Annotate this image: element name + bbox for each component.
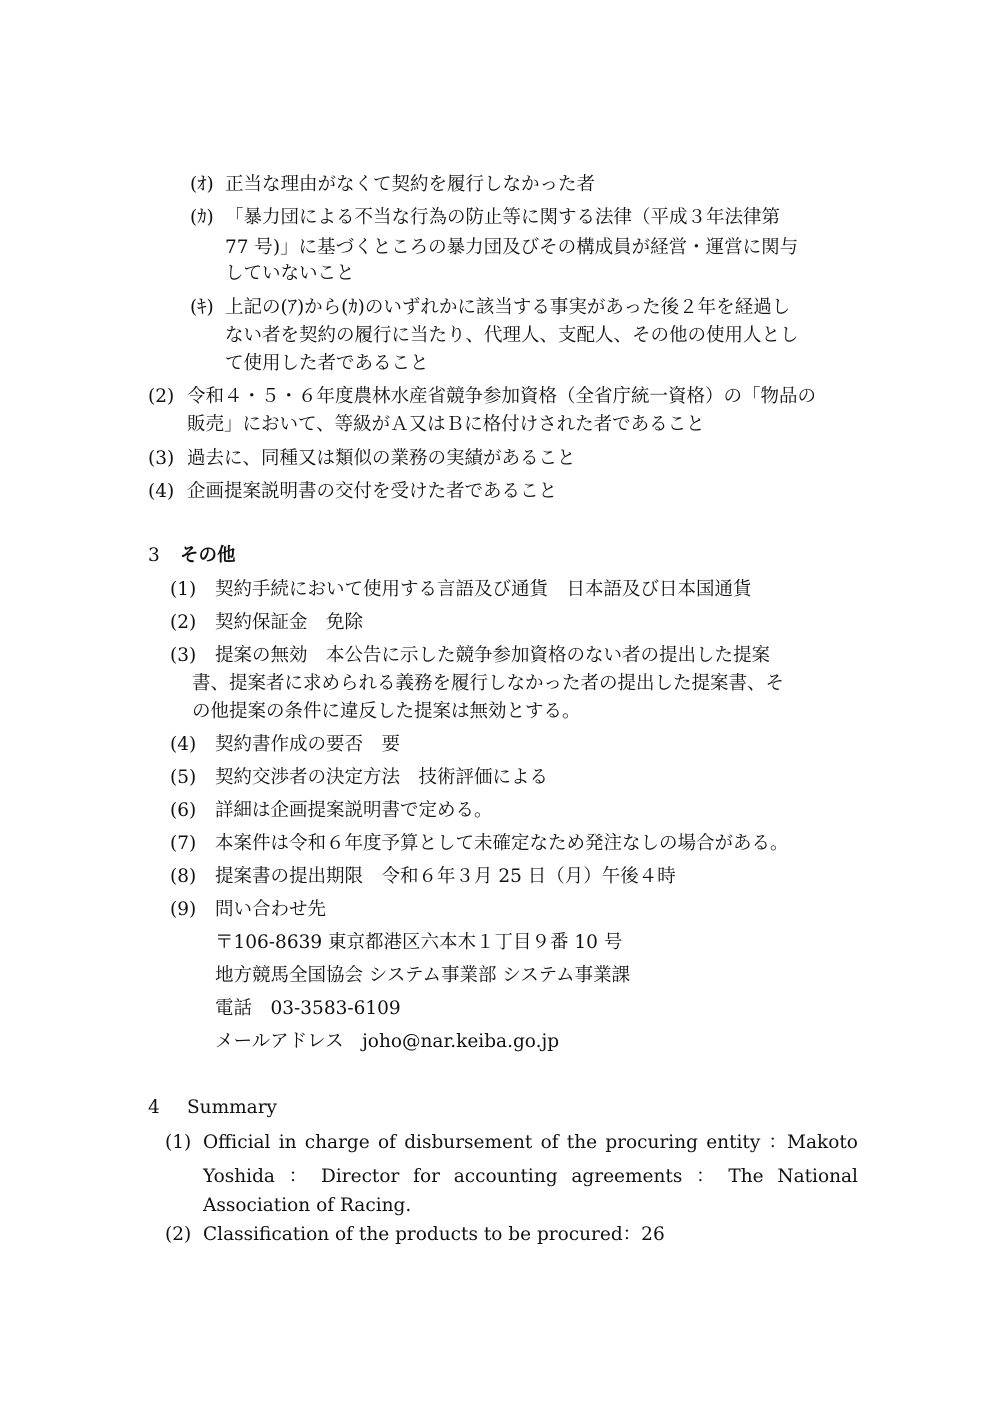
- item-text: の他提案の条件に違反した提案は無効とする。: [192, 701, 581, 722]
- item-text: て使用した者であること: [225, 353, 429, 374]
- item-marker: (ｶ): [190, 207, 214, 228]
- summary-word: Yoshida: [203, 1166, 275, 1187]
- item-text: 「暴力団による不当な行為の防止等に関する法律（平成３年法律第: [225, 207, 781, 228]
- section-number: 4: [148, 1097, 160, 1118]
- item-marker: (6): [170, 800, 197, 821]
- item-text: 問い合わせ先: [215, 899, 327, 920]
- item-text: 契約保証金 免除: [215, 612, 364, 633]
- item-text: 本案件は令和６年度予算として未確定なため発注なしの場合がある。: [215, 833, 789, 854]
- item-text: 過去に、同種又は類似の業務の実績があること: [187, 448, 576, 469]
- item-text: ない者を契約の履行に当たり、代理人、支配人、その他の使用人とし: [225, 325, 799, 346]
- item-text: 詳細は企画提案説明書で定める。: [215, 800, 493, 821]
- item-text: 企画提案説明書の交付を受けた者であること: [187, 481, 558, 502]
- summary-word: Official: [203, 1132, 271, 1153]
- item-text: 77 号)」に基づくところの暴力団及びその構成員が経営・運営に関与: [225, 237, 799, 258]
- item-marker: (7): [170, 833, 197, 854]
- item-marker: (ｷ): [190, 297, 214, 318]
- item-text: 正当な理由がなくて契約を履行しなかった者: [225, 174, 596, 195]
- item-text: 提案の無効 本公告に示した競争参加資格のない者の提出した提案: [215, 645, 771, 666]
- section-number: 3: [148, 545, 160, 566]
- item-marker: (8): [170, 866, 197, 887]
- summary-word: the: [566, 1132, 598, 1153]
- item-text: Classification of the products to be procured：26: [203, 1224, 665, 1245]
- summary-word: agreements: [571, 1166, 683, 1187]
- item-text: 上記の(ｱ)から(ｶ)のいずれかに該当する事実があった後２年を経過し: [225, 297, 791, 318]
- summary-word: of: [540, 1132, 559, 1153]
- item-text: 販売」において、等級がＡ又はＢに格付けされた者であること: [187, 414, 705, 435]
- item-marker: (2): [148, 386, 175, 407]
- item-marker: (2): [165, 1224, 192, 1245]
- summary-word: The: [728, 1166, 764, 1187]
- item-marker: (4): [148, 481, 175, 502]
- item-marker: (1): [165, 1132, 192, 1153]
- item-text: 書、提案者に求められる義務を履行しなかった者の提出した提案書、そ: [192, 673, 785, 694]
- item-marker: (ｵ): [190, 174, 214, 195]
- summary-item-1-line2: [203, 1165, 858, 1189]
- summary-word: procuring: [605, 1132, 698, 1153]
- item-text: 契約手続において使用する言語及び通貨 日本語及び日本国通貨: [215, 579, 752, 600]
- item-marker: (9): [170, 899, 197, 920]
- summary-word: of: [377, 1132, 396, 1153]
- item-text: 令和４・５・６年度農林水産省競争参加資格（全省庁統一資格）の「物品の: [187, 386, 817, 407]
- item-marker: (3): [148, 448, 175, 469]
- summary-word: disbursement: [404, 1132, 533, 1153]
- summary-word: ：: [696, 1166, 715, 1187]
- summary-word: Director: [321, 1166, 400, 1187]
- section-title: Summary: [187, 1097, 277, 1118]
- item-text: 提案書の提出期限 令和６年３月 25 日（月）午後４時: [215, 866, 676, 887]
- summary-word: in: [278, 1132, 297, 1153]
- item-marker: (5): [170, 767, 197, 788]
- summary-word: accounting: [453, 1166, 558, 1187]
- summary-word: ：Makoto: [768, 1132, 858, 1153]
- summary-word: entity: [706, 1132, 761, 1153]
- item-text: 契約交渉者の決定方法 技術評価による: [215, 767, 549, 788]
- summary-word: charge: [304, 1132, 370, 1153]
- item-marker: (4): [170, 734, 197, 755]
- item-text: 契約書作成の要否 要: [215, 734, 401, 755]
- summary-word: for: [413, 1166, 440, 1187]
- summary-item-1-line1: [203, 1131, 858, 1155]
- contact-org-text: 地方競馬全国協会 システム事業部 システム事業課: [215, 965, 631, 986]
- item-marker: (1): [170, 579, 197, 600]
- section-title: その他: [180, 545, 236, 566]
- contact-address-text: 〒106-8639 東京都港区六本木１丁目９番 10 号: [215, 932, 623, 953]
- contact-email-text: メールアドレス joho@nar.keiba.go.jp: [215, 1031, 560, 1052]
- summary-word: National: [777, 1166, 858, 1187]
- summary-word: ：: [288, 1166, 308, 1187]
- item-marker: (3): [170, 645, 197, 666]
- item-marker: (2): [170, 612, 197, 633]
- item-text: Association of Racing.: [203, 1195, 412, 1216]
- item-text: していないこと: [225, 263, 355, 284]
- contact-phone-text: 電話 03-3583-6109: [215, 998, 401, 1019]
